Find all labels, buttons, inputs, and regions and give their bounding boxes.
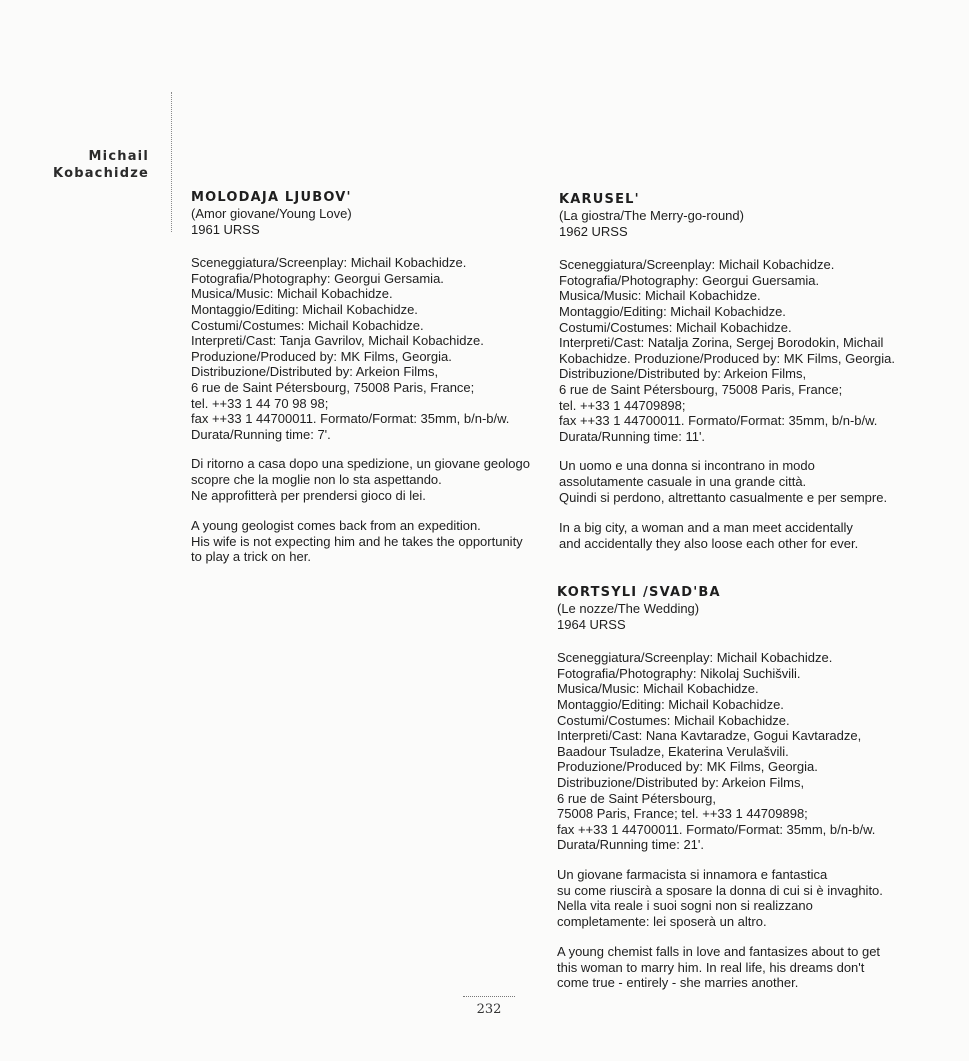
film-heading bbox=[557, 584, 917, 632]
credit-line: Durata/Running time: 11'. bbox=[559, 428, 706, 444]
credit-line: tel. ++33 1 44 70 98 98; bbox=[191, 395, 329, 411]
director-last-name: Kobachidze bbox=[53, 166, 149, 181]
credit-line: Kobachidze. Produzione/Produced by: MK Films, Georgia. bbox=[559, 350, 896, 366]
credit-line: Distribuzione/Distributed by: Arkeion Films, bbox=[557, 774, 805, 790]
film-subtitle: (La giostra/The Merry-go-round) bbox=[559, 208, 744, 223]
credit-line: Durata/Running time: 21'. bbox=[557, 837, 705, 853]
film-entry-karusel bbox=[559, 191, 919, 551]
synopsis-line: Nella vita reale i suoi sogni non si realizzano bbox=[557, 898, 813, 914]
synopsis-line: A young geologist comes back from an expedition. bbox=[191, 518, 481, 534]
film-subtitle: (Le nozze/The Wedding) bbox=[557, 601, 700, 616]
synopsis-italian bbox=[557, 867, 917, 929]
credit-line: fax ++33 1 44700011. Formato/Format: 35mm, b/n-b/w. bbox=[557, 821, 876, 837]
film-title: MOLODAJA LJUBOV' bbox=[191, 190, 352, 205]
synopsis-line: Ne approfitterà per prendersi gioco di lei. bbox=[191, 487, 426, 503]
synopsis-line: Di ritorno a casa dopo una spedizione, un giovane geologo bbox=[191, 456, 530, 472]
page-number: 232 bbox=[476, 1002, 502, 1017]
film-title: KORTSYLI /SVAD'BA bbox=[557, 585, 721, 600]
synopsis-line: Un giovane farmacista si innamora e fantastica bbox=[557, 866, 828, 882]
synopsis-line: and accidentally they also loose each other for ever. bbox=[559, 535, 859, 551]
film-heading bbox=[559, 191, 919, 239]
film-subtitle: (Amor giovane/Young Love) bbox=[191, 206, 352, 221]
film-credits bbox=[191, 255, 531, 442]
page-number-rule bbox=[463, 996, 515, 997]
credit-line: Produzione/Produced by: MK Films, Georgia. bbox=[191, 348, 452, 364]
credit-line: 6 rue de Saint Pétersbourg, 75008 Paris, France; bbox=[191, 379, 475, 395]
credit-line: Interpreti/Cast: Tanja Gavrilov, Michail Kobachidze. bbox=[191, 333, 484, 349]
director-first-name: Michail bbox=[88, 149, 149, 164]
synopsis-line: His wife is not expecting him and he takes the opportunity bbox=[191, 533, 523, 549]
credit-line: Fotografia/Photography: Nikolaj Suchišvili. bbox=[557, 665, 801, 681]
credit-line: fax ++33 1 44700011. Formato/Format: 35mm, b/n-b/w. bbox=[191, 411, 510, 427]
synopsis-italian bbox=[191, 456, 531, 503]
synopsis-italian bbox=[559, 458, 919, 505]
synopsis-english bbox=[557, 944, 917, 991]
credit-line: Musica/Music: Michail Kobachidze. bbox=[559, 288, 761, 304]
credit-line: Montaggio/Editing: Michail Kobachidze. bbox=[191, 301, 418, 317]
credit-line: Distribuzione/Distributed by: Arkeion Films, bbox=[191, 364, 439, 380]
credit-line: Interpreti/Cast: Nana Kavtaradze, Gogui Kavtaradze, bbox=[557, 728, 862, 744]
synopsis-line: scopre che la moglie non lo sta aspettando. bbox=[191, 471, 442, 487]
credit-line: 75008 Paris, France; tel. ++33 1 44709898; bbox=[557, 806, 808, 822]
synopsis-line: A young chemist falls in love and fantasizes about to get bbox=[557, 944, 881, 960]
credit-line: Durata/Running time: 7'. bbox=[191, 426, 331, 442]
synopsis-english bbox=[191, 518, 531, 565]
credit-line: 6 rue de Saint Pétersbourg, bbox=[557, 790, 716, 806]
credit-line: Musica/Music: Michail Kobachidze. bbox=[557, 681, 759, 697]
credit-line: Baadour Tsuladze, Ekaterina Verulašvili. bbox=[557, 743, 789, 759]
synopsis-line: this woman to marry him. In real life, his dreams don't bbox=[557, 959, 865, 975]
credit-line: Costumi/Costumes: Michail Kobachidze. bbox=[191, 317, 424, 333]
credit-line: Costumi/Costumes: Michail Kobachidze. bbox=[559, 319, 792, 335]
credit-line: Sceneggiatura/Screenplay: Michail Kobachidze. bbox=[191, 255, 467, 271]
credit-line: Sceneggiatura/Screenplay: Michail Kobachidze. bbox=[559, 257, 835, 273]
credit-line: Montaggio/Editing: Michail Kobachidze. bbox=[559, 303, 786, 319]
margin-dotted-rule bbox=[171, 92, 172, 232]
film-entry-molodaja-ljubov bbox=[191, 189, 531, 565]
film-credits bbox=[557, 650, 917, 853]
synopsis-english bbox=[559, 520, 919, 551]
credit-line: Sceneggiatura/Screenplay: Michail Kobachidze. bbox=[557, 650, 833, 666]
credit-line: Musica/Music: Michail Kobachidze. bbox=[191, 286, 393, 302]
director-name bbox=[53, 148, 149, 182]
credit-line: Produzione/Produced by: MK Films, Georgia. bbox=[557, 759, 818, 775]
synopsis-line: assolutamente casuale in una grande città. bbox=[559, 473, 807, 489]
credit-line: Costumi/Costumes: Michail Kobachidze. bbox=[557, 712, 790, 728]
credit-line: Distribuzione/Distributed by: Arkeion Films, bbox=[559, 366, 807, 382]
film-year: 1964 URSS bbox=[557, 616, 626, 632]
credit-line: Fotografia/Photography: Georgui Gersamia. bbox=[191, 270, 444, 286]
credit-line: 6 rue de Saint Pétersbourg, 75008 Paris, France; bbox=[559, 381, 843, 397]
synopsis-line: come true - entirely - she marries another. bbox=[557, 975, 799, 991]
film-heading bbox=[191, 189, 531, 237]
film-year: 1961 URSS bbox=[191, 221, 260, 237]
synopsis-line: Un uomo e una donna si incontrano in modo bbox=[559, 458, 815, 474]
film-title: KARUSEL' bbox=[559, 192, 640, 207]
synopsis-line: to play a trick on her. bbox=[191, 549, 311, 565]
credit-line: Interpreti/Cast: Natalja Zorina, Sergej Borodokin, Michail bbox=[559, 335, 884, 351]
film-year: 1962 URSS bbox=[559, 223, 628, 239]
synopsis-line: su come riuscirà a sposare la donna di cui si è invaghito. bbox=[557, 882, 883, 898]
film-entry-kortsyli-svadba bbox=[557, 584, 917, 991]
synopsis-line: Quindi si perdono, altrettanto casualmente e per sempre. bbox=[559, 489, 888, 505]
credit-line: tel. ++33 1 44709898; bbox=[559, 397, 686, 413]
credit-line: Fotografia/Photography: Georgui Guersamia. bbox=[559, 272, 820, 288]
credit-line: Montaggio/Editing: Michail Kobachidze. bbox=[557, 696, 784, 712]
synopsis-line: completamente: lei sposerà un altro. bbox=[557, 913, 767, 929]
credit-line: fax ++33 1 44700011. Formato/Format: 35mm, b/n-b/w. bbox=[559, 413, 878, 429]
synopsis-line: In a big city, a woman and a man meet accidentally bbox=[559, 520, 853, 536]
film-credits bbox=[559, 257, 919, 444]
